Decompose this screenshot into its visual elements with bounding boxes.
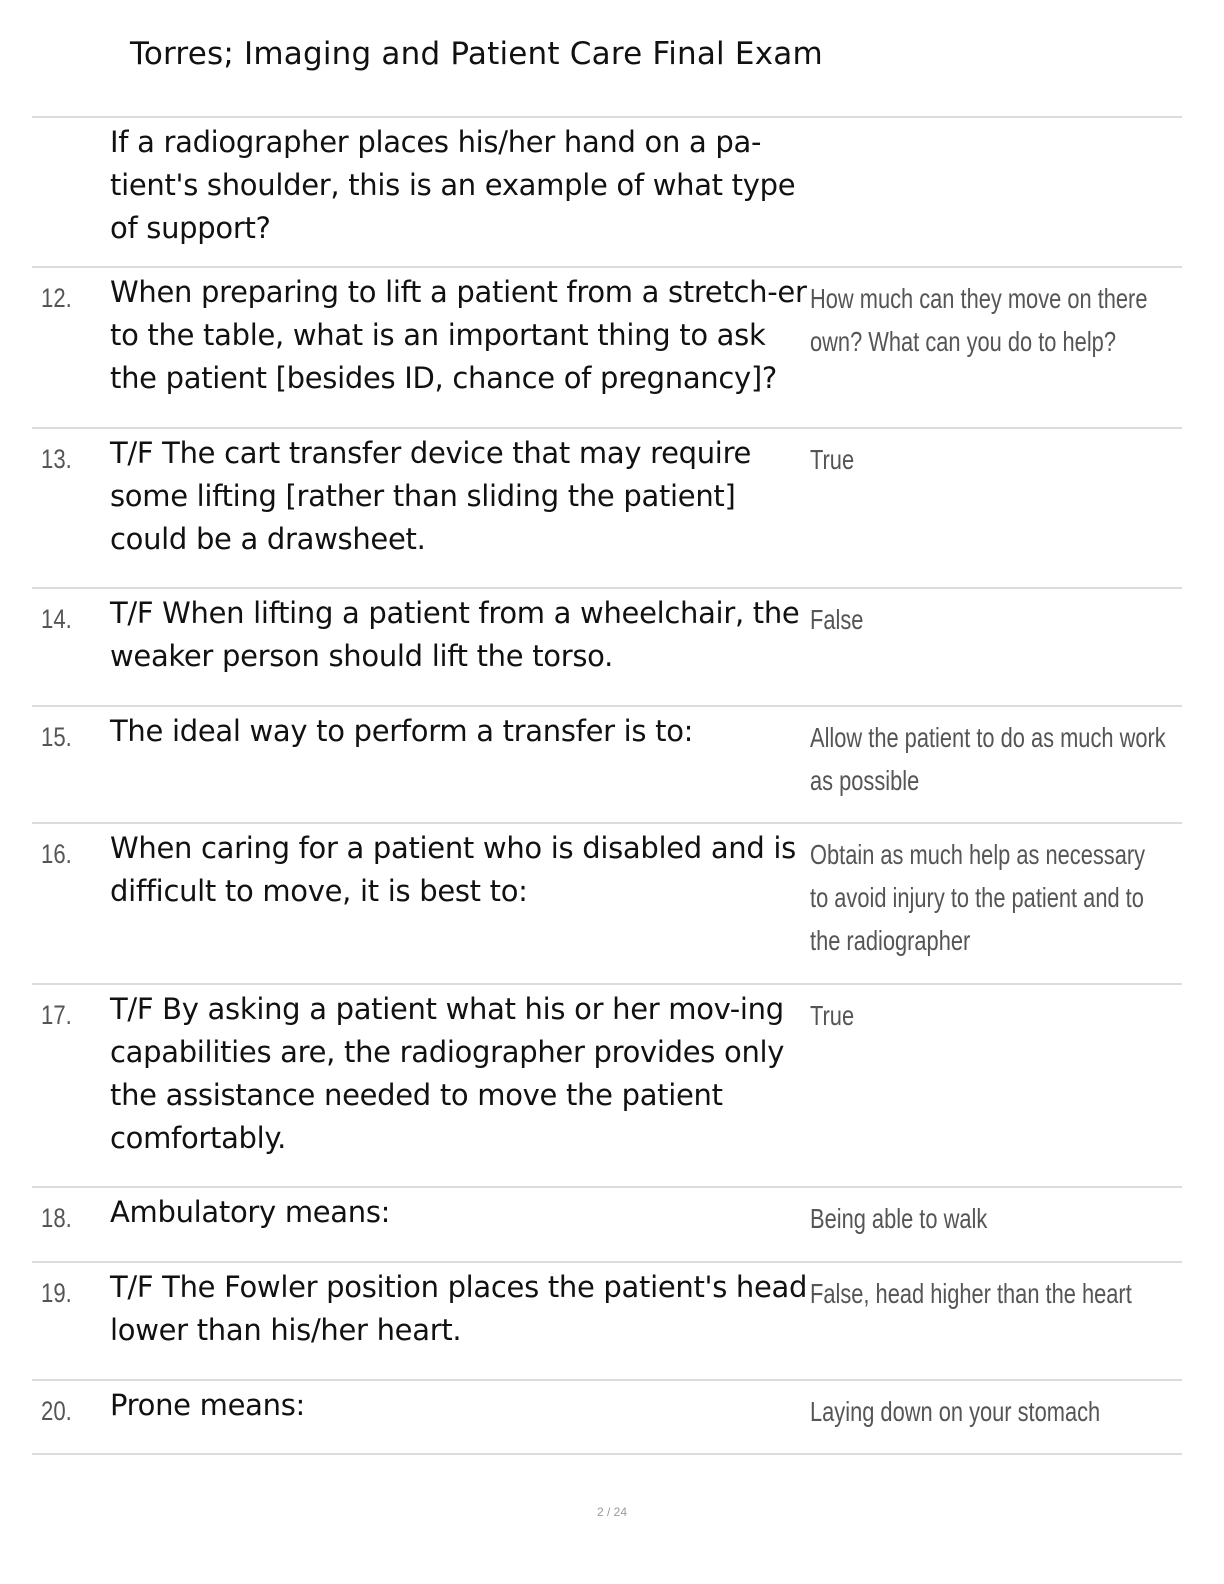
question-text: Ambulatory means:	[110, 1195, 391, 1229]
answer-text: False	[810, 604, 864, 635]
question-number: 14.	[41, 604, 72, 634]
question-row	[32, 824, 1182, 985]
question-text: When caring for a patient who is disabled and is difficult to move, it is best to:	[110, 831, 796, 908]
question-row	[32, 1188, 1182, 1263]
question-text: T/F The Fowler position places the patient's head lower than his/her heart.	[110, 1270, 808, 1347]
question-number: 15.	[41, 722, 72, 752]
page-indicator: 2 / 24	[596, 1505, 628, 1519]
question-number: 19.	[41, 1278, 72, 1308]
answer-text: How much can they move on there own? What can you do to help?	[810, 283, 1148, 357]
question-text: The ideal way to perform a transfer is to:	[110, 714, 694, 748]
question-row	[32, 268, 1182, 429]
answer-text: True	[810, 444, 855, 475]
question-text: T/F When lifting a patient from a wheelchair, the weaker person should lift the torso.	[110, 596, 800, 673]
question-text: When preparing to lift a patient from a stretch-er to the table, what is an important thing to ask the patient [besides ID, chance of pregnancy]?	[110, 275, 807, 395]
question-text: If a radiographer places his/her hand on a pa-tient's shoulder, this is an example of what type of support?	[110, 125, 796, 245]
answer-text: Laying down on your stomach	[810, 1396, 1101, 1427]
answer-text: Obtain as much help as necessary to avoid injury to the patient and to the radiographer	[810, 839, 1146, 956]
question-number: 13.	[41, 444, 72, 474]
question-row	[32, 985, 1182, 1188]
document-title: Torres; Imaging and Patient Care Final Exam	[130, 36, 823, 72]
question-text: Prone means:	[110, 1388, 305, 1422]
question-number: 20.	[41, 1396, 72, 1426]
question-number: 16.	[41, 839, 72, 869]
question-row	[32, 429, 1182, 589]
question-row	[32, 118, 1182, 268]
question-row	[32, 1263, 1182, 1381]
question-row	[32, 589, 1182, 707]
answer-text: True	[810, 1000, 855, 1031]
question-text: T/F By asking a patient what his or her mov-ing capabilities are, the radiographer provides only the assistance needed to move the patient comfortably.	[110, 992, 785, 1155]
answer-text: Being able to walk	[810, 1203, 988, 1234]
question-text: T/F The cart transfer device that may require some lifting [rather than sliding the patient] could be a drawsheet.	[110, 436, 752, 556]
question-answer-table	[32, 116, 1182, 1455]
question-row	[32, 1381, 1182, 1455]
answer-text: Allow the patient to do as much work as possible	[810, 722, 1166, 796]
question-row	[32, 707, 1182, 824]
question-number: 17.	[41, 1000, 72, 1030]
question-number: 12.	[41, 283, 72, 313]
answer-text: False, head higher than the heart	[810, 1278, 1132, 1309]
question-number: 18.	[41, 1203, 72, 1233]
